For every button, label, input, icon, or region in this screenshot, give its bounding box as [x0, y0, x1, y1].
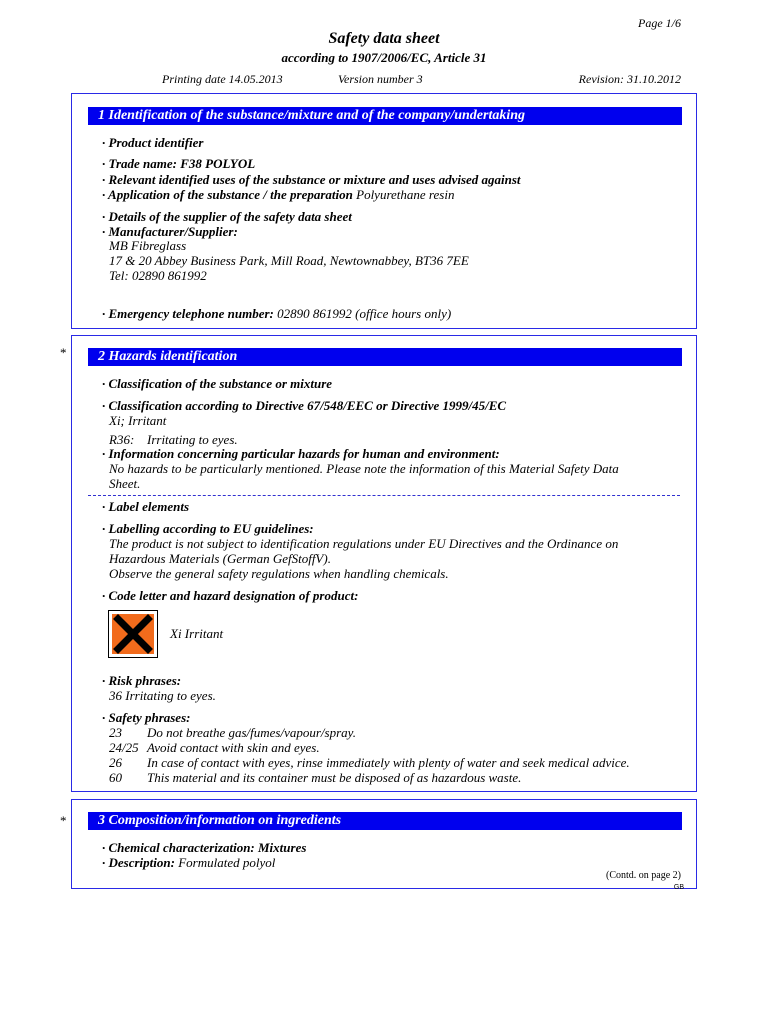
- labelling-text-2: Hazardous Materials (German GefStoffV).: [109, 551, 331, 566]
- company-address: 17 & 20 Abbey Business Park, Mill Road, Newtownabbey, BT36 7EE: [109, 253, 469, 268]
- page-number: Page 1/6: [638, 16, 681, 30]
- safety-phrase: [109, 740, 320, 756]
- safety-phrase: [109, 725, 356, 741]
- supplier-details: · Details of the supplier of the safety data sheet: [102, 209, 352, 224]
- safety-phrase: [109, 755, 630, 771]
- code-letter: · Code letter and hazard designation of product:: [102, 588, 359, 603]
- product-identifier: · Product identifier: [102, 135, 204, 150]
- manufacturer-label: · Manufacturer/Supplier:: [102, 224, 238, 239]
- printing-date: Printing date 14.05.2013: [162, 72, 283, 86]
- trade-name: · Trade name: F38 POLYOL: [102, 156, 256, 171]
- safety-code: 26: [109, 755, 122, 770]
- info-text-1: No hazards to be particularly mentioned. Please note the information of this Material Safety Data: [109, 461, 619, 476]
- safety-phrase: [109, 770, 521, 786]
- description-label: · Description:: [102, 855, 175, 870]
- revision-star: *: [60, 813, 67, 828]
- safety-phrases-label: · Safety phrases:: [102, 710, 191, 725]
- section-divider: [88, 495, 680, 496]
- safety-code: 24/25: [109, 740, 139, 755]
- version-number: Version number 3: [338, 72, 423, 86]
- language-code: GB: [673, 884, 684, 891]
- section-1-heading: 1 Identification of the substance/mixture and of the company/undertaking: [88, 107, 682, 125]
- document-subtitle: according to 1907/2006/EC, Article 31: [281, 50, 487, 65]
- application-label: · Application of the substance / the preparation: [102, 187, 353, 202]
- revision-star: *: [60, 345, 67, 360]
- continued-note: (Contd. on page 2): [606, 870, 681, 881]
- safety-text: Do not breathe gas/fumes/vapour/spray.: [147, 725, 356, 740]
- company-tel: Tel: 02890 861992: [109, 268, 207, 283]
- revision-date: Revision: 31.10.2012: [578, 72, 681, 86]
- description-value: Formulated polyol: [178, 855, 276, 870]
- chemical-characterization: · Chemical characterization: Mixtures: [102, 840, 307, 855]
- safety-code: 23: [109, 725, 122, 740]
- safety-text: This material and its container must be disposed of as hazardous waste.: [147, 770, 522, 785]
- emergency-label: · Emergency telephone number:: [102, 306, 274, 321]
- x-cross-icon: [112, 614, 154, 654]
- hazard-designation: Xi Irritant: [170, 626, 224, 641]
- labelling-text-3: Observe the general safety regulations when handling chemicals.: [109, 566, 449, 581]
- application-value: Polyurethane resin: [356, 187, 455, 202]
- section-2-heading: 2 Hazards identification: [88, 348, 682, 366]
- classification-directive: · Classification according to Directive 67/548/EEC or Directive 1999/45/EC: [102, 398, 507, 413]
- document-title: Safety data sheet: [328, 30, 440, 47]
- emergency-row: [102, 306, 451, 322]
- application-row: [102, 187, 454, 203]
- labelling-eu: · Labelling according to EU guidelines:: [102, 521, 314, 536]
- xi-irritant: Xi; Irritant: [109, 413, 167, 428]
- info-hazards-label: · Information concerning particular hazards for human and environment:: [102, 446, 500, 461]
- irritant-hazard-icon: [108, 610, 158, 658]
- info-text-2: Sheet.: [109, 476, 141, 491]
- relevant-uses: · Relevant identified uses of the substance or mixture and uses advised against: [102, 172, 521, 187]
- safety-code: 60: [109, 770, 122, 785]
- labelling-text-1: The product is not subject to identification regulations under EU Directives and the Ordinance on: [109, 536, 619, 551]
- hazard-square: [112, 614, 154, 654]
- safety-text: Avoid contact with skin and eyes.: [147, 740, 320, 755]
- r36-code: R36:: [109, 432, 135, 447]
- company-name: MB Fibreglass: [109, 238, 187, 253]
- risk-phrases-label: · Risk phrases:: [102, 673, 182, 688]
- description-row: [102, 855, 275, 871]
- classification: · Classification of the substance or mixture: [102, 376, 333, 391]
- section-3-heading: 3 Composition/information on ingredients: [88, 812, 682, 830]
- safety-text: In case of contact with eyes, rinse immediately with plenty of water and seek medical advice.: [147, 755, 630, 770]
- emergency-value: 02890 861992 (office hours only): [277, 306, 452, 321]
- label-elements: · Label elements: [102, 499, 190, 514]
- r36-text: Irritating to eyes.: [147, 432, 238, 447]
- risk-phrases-text: 36 Irritating to eyes.: [109, 688, 216, 703]
